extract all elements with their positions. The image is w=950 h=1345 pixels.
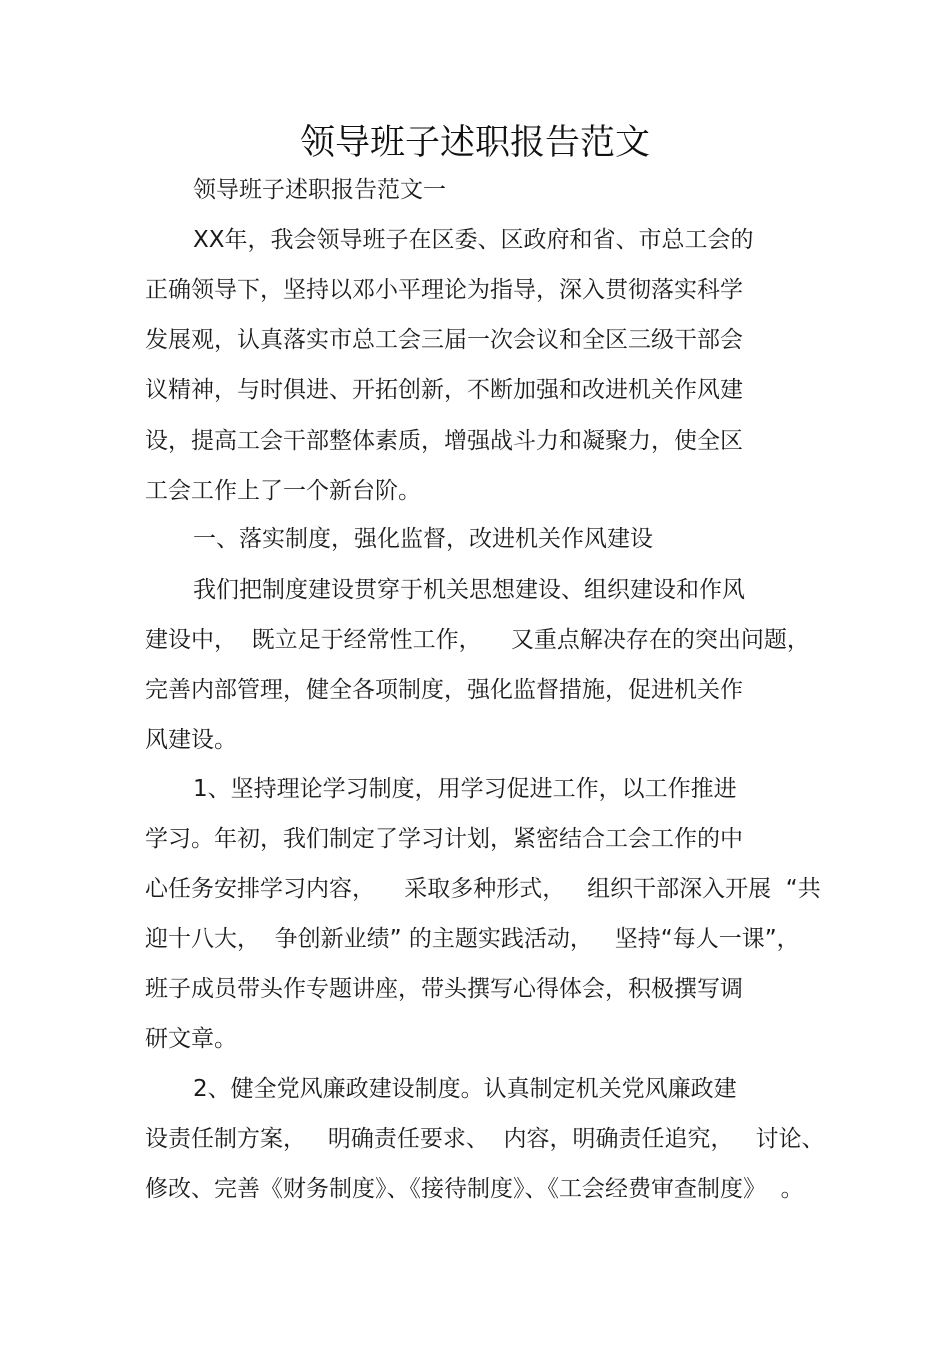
paragraph-line: 工会工作上了一个新台阶。 [145, 478, 421, 504]
paragraph-line: 班子成员带头作专题讲座，带头撰写心得体会，积极撰写调 [145, 976, 743, 1002]
paragraph-line: XX年，我会领导班子在区委、区政府和省、市总工会的 [193, 227, 754, 253]
subtitle-line: 领导班子述职报告范文一 [193, 177, 446, 203]
section-heading: 一、落实制度，强化监督，改进机关作风建设 [193, 526, 653, 552]
paragraph-line: 建设中， 既立足于经常性工作， 又重点解决存在的突出问题， [145, 627, 810, 653]
paragraph-line: 设，提高工会干部整体素质，增强战斗力和凝聚力，使全区 [145, 428, 743, 454]
paragraph-line: 研文章。 [145, 1026, 237, 1052]
paragraph-line: 迎十八大， 争创新业绩” 的主题实践活动， 坚持“每人一课”， [145, 926, 800, 952]
document-title: 领导班子述职报告范文 [299, 123, 650, 163]
paragraph-line: 议精神，与时俱进、开拓创新，不断加强和改进机关作风建 [145, 377, 743, 403]
paragraph-line: 心任务安排学习内容， 采取多种形式， 组织干部深入开展 “共 [145, 876, 821, 902]
paragraph-line: 修改、完善《财务制度》、《接待制度》、《工会经费审查制度》 。 [145, 1176, 804, 1202]
paragraph-line: 设责任制方案， 明确责任要求、 内容，明确责任追究， 讨论、 [145, 1126, 825, 1152]
paragraph-line: 发展观，认真落实市总工会三届一次会议和全区三级干部会 [145, 327, 743, 353]
paragraph-line: 学习。年初，我们制定了学习计划，紧密结合工会工作的中 [145, 826, 743, 852]
paragraph-line: 2、健全党风廉政建设制度。认真制定机关党风廉政建 [193, 1076, 737, 1102]
paragraph-line: 正确领导下，坚持以邓小平理论为指导，深入贯彻落实科学 [145, 277, 743, 303]
paragraph-line: 完善内部管理，健全各项制度，强化监督措施，促进机关作 [145, 677, 743, 703]
paragraph-line: 风建设。 [145, 727, 237, 753]
paragraph-line: 我们把制度建设贯穿于机关思想建设、组织建设和作风 [193, 577, 745, 603]
paragraph-line: 1、坚持理论学习制度，用学习促进工作，以工作推进 [193, 776, 737, 802]
